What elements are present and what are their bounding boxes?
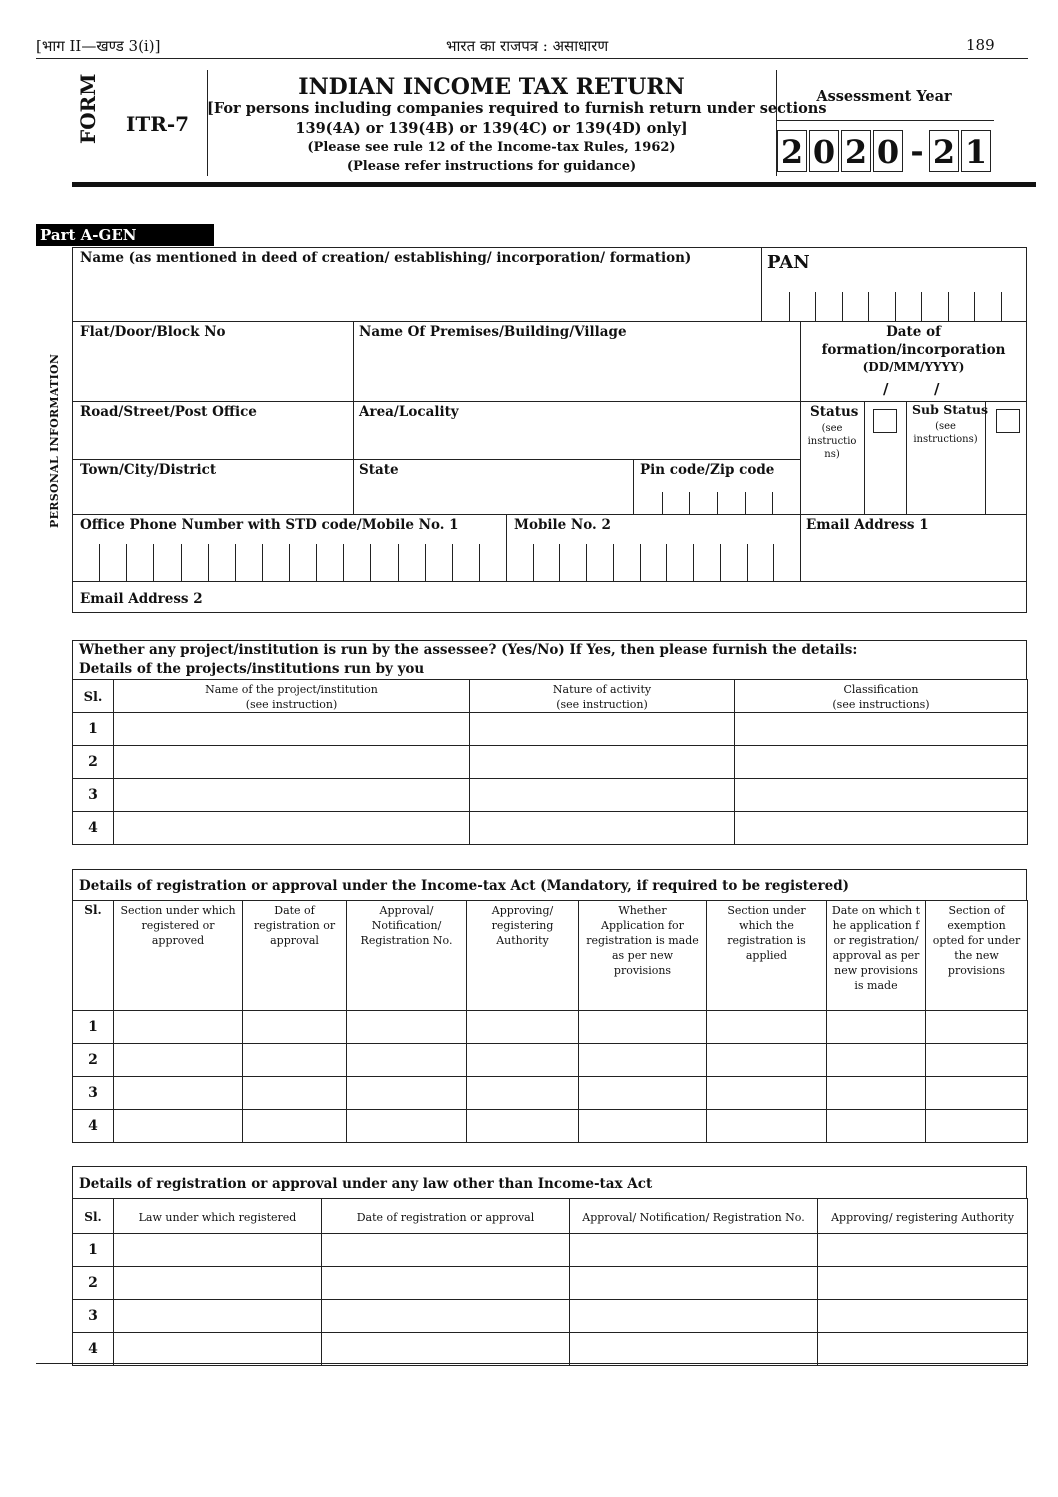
digit-divider: [717, 492, 718, 514]
digit-divider: [181, 544, 182, 581]
digit-divider: [689, 492, 690, 514]
digit-divider: [772, 492, 773, 514]
reg-it-col-section: Section under which registered or approved: [114, 901, 243, 1011]
ay-digit-3: 2: [841, 130, 871, 172]
digit-divider: [343, 544, 344, 581]
substatus-sub-1: (see: [935, 421, 956, 432]
ay-digit-2: 0: [809, 130, 839, 172]
reg-it-col-new-provisions: Whether Application for registration is made as per new provisions: [579, 901, 707, 1011]
phone-label: Office Phone Number with STD code/Mobile No. 1: [80, 517, 459, 533]
substatus-label: Sub Status: [912, 402, 989, 417]
digit-divider: [842, 292, 843, 321]
area-input[interactable]: [355, 424, 799, 458]
digit-divider: [747, 544, 748, 581]
email2-input[interactable]: [200, 583, 1025, 612]
status-sub-1: (see: [821, 423, 843, 434]
digit-divider: [745, 492, 746, 514]
header-rule: [36, 58, 1028, 59]
digit-divider: [425, 544, 426, 581]
digit-divider: [126, 544, 127, 581]
table-row: 3: [73, 1077, 1028, 1110]
form-number: ITR-7: [126, 112, 190, 136]
digit-divider: [208, 544, 209, 581]
digit-divider: [479, 544, 480, 581]
dof-input[interactable]: [840, 378, 980, 400]
dof-label-3: (DD/MM/YYYY): [862, 360, 965, 374]
projects-question: Whether any project/institution is run by the assessee? (Yes/No) If Yes, then please furnish the details:: [79, 642, 858, 658]
reg-other-col-law: Law under which registered: [114, 1199, 322, 1234]
digit-divider: [789, 292, 790, 321]
ay-digit-6: 1: [961, 130, 991, 172]
header-thick-rule: [72, 182, 1036, 187]
reg-it-col-exemption-section: Section of exemption opted for under the new provisions: [926, 901, 1028, 1011]
table-row: 4: [73, 1333, 1028, 1366]
form-subtitle-3: (Please see rule 12 of the Income-tax Rules, 1962): [307, 140, 676, 155]
digit-divider: [868, 292, 869, 321]
digit-divider: [974, 292, 975, 321]
digit-divider: [235, 544, 236, 581]
projects-col-name: Name of the project/institution (see instruction): [114, 680, 470, 713]
registration-other-title: Details of registration or approval under any law other than Income-tax Act: [79, 1176, 653, 1192]
page-header-left: [भाग II—खण्ड 3(i)]: [36, 37, 161, 55]
form-word: FORM: [76, 73, 100, 144]
digit-divider: [289, 544, 290, 581]
projects-col-class: Classification (see instructions): [735, 680, 1028, 713]
premises-input[interactable]: [355, 344, 799, 400]
digit-divider: [693, 544, 694, 581]
table-row: 1: [73, 1234, 1028, 1267]
pin-label: Pin code/Zip code: [640, 462, 775, 478]
table-row: 4: [73, 1110, 1028, 1143]
projects-col-nature: Nature of activity (see instruction): [470, 680, 735, 713]
form-title: INDIAN INCOME TAX RETURN: [298, 74, 685, 100]
assessment-year-label: Assessment Year: [816, 88, 952, 105]
state-label: State: [359, 462, 399, 478]
email1-label: Email Address 1: [806, 517, 929, 533]
digit-divider: [720, 544, 721, 581]
status-checkbox[interactable]: [873, 409, 897, 433]
digit-divider: [533, 544, 534, 581]
flat-input[interactable]: [74, 344, 352, 400]
pan-input[interactable]: [762, 292, 1027, 321]
digit-divider: [613, 544, 614, 581]
email1-input[interactable]: [802, 537, 1026, 580]
form-subtitle-2: 139(4A) or 139(4B) or 139(4C) or 139(4D) only]: [295, 120, 688, 137]
table-row: 1: [73, 713, 1028, 746]
dof-label-2: formation/incorporation: [821, 342, 1006, 358]
table-row: 2: [73, 1044, 1028, 1077]
state-input[interactable]: [355, 482, 632, 513]
reg-it-col-date-applied: Date on which the application for registration/approval as per new provisions is made: [827, 901, 926, 1011]
digit-divider: [559, 544, 560, 581]
personal-info-side-label: PERSONAL INFORMATION: [48, 353, 61, 528]
substatus-checkbox[interactable]: [996, 409, 1020, 433]
dof-label-1: Date of: [886, 324, 941, 340]
digit-divider: [815, 292, 816, 321]
area-label: Area/Locality: [359, 404, 459, 420]
registration-it-title: Details of registration or approval under the Income-tax Act (Mandatory, if required to be registered): [79, 878, 850, 894]
projects-col-sl: Sl.: [73, 680, 114, 713]
projects-table: [72, 679, 1028, 845]
status-sub-2: instructio: [807, 436, 857, 447]
part-a-tab: Part A-GEN: [36, 224, 214, 246]
form-subtitle-1: [For persons including companies required to furnish return under sections: [207, 100, 827, 117]
digit-divider: [316, 544, 317, 581]
table-row: 1: [73, 1011, 1028, 1044]
road-input[interactable]: [74, 424, 352, 458]
table-row: 2: [73, 746, 1028, 779]
digit-divider: [370, 544, 371, 581]
projects-subtitle: Details of the projects/institutions run by you: [79, 661, 425, 677]
digit-divider: [948, 292, 949, 321]
digit-divider: [398, 544, 399, 581]
ay-dash: -: [910, 132, 924, 170]
digit-divider: [262, 544, 263, 581]
mobile2-label: Mobile No. 2: [514, 517, 611, 533]
name-label: Name (as mentioned in deed of creation/ establishing/ incorporation/ formation): [80, 250, 692, 266]
reg-it-col-approval-no: Approval/ Notification/ Registration No.: [347, 901, 467, 1011]
table-row: 4: [73, 812, 1028, 845]
pin-input[interactable]: [634, 492, 800, 514]
dof-sep-2: /: [934, 380, 940, 398]
digit-divider: [662, 492, 663, 514]
table-row: 3: [73, 779, 1028, 812]
reg-other-col-approval-no: Approval/ Notification/ Registration No.: [570, 1199, 818, 1234]
digit-divider: [1001, 292, 1002, 321]
digit-divider: [153, 544, 154, 581]
reg-other-col-date: Date of registration or approval: [322, 1199, 570, 1234]
email2-label: Email Address 2: [80, 591, 203, 607]
registration-it-table: [72, 900, 1028, 1143]
flat-label: Flat/Door/Block No: [80, 324, 226, 340]
bottom-rule: [36, 1363, 1028, 1364]
table-row: 3: [73, 1300, 1028, 1333]
digit-divider: [773, 544, 774, 581]
form-subtitle-4: (Please refer instructions for guidance): [346, 159, 637, 174]
digit-divider: [452, 544, 453, 581]
registration-other-table: [72, 1198, 1028, 1366]
town-label: Town/City/District: [80, 462, 217, 478]
table-row: 2: [73, 1267, 1028, 1300]
reg-it-col-section-applied: Section under which the registration is applied: [707, 901, 827, 1011]
digit-divider: [99, 544, 100, 581]
dof-sep-1: /: [883, 380, 889, 398]
mobile2-input[interactable]: [506, 544, 800, 581]
substatus-sub-2: instructions): [913, 434, 978, 445]
status-label: Status: [810, 404, 859, 420]
reg-it-col-authority: Approving/ registering Authority: [467, 901, 579, 1011]
pan-label: PAN: [767, 252, 810, 273]
road-label: Road/Street/Post Office: [80, 404, 257, 420]
name-input[interactable]: [74, 270, 760, 320]
ay-digit-5: 2: [929, 130, 959, 172]
ay-digit-1: 2: [777, 130, 807, 172]
premises-label: Name Of Premises/Building/Village: [359, 324, 627, 340]
reg-it-col-date: Date of registration or approval: [243, 901, 347, 1011]
page-header-center: भारत का राजपत्र : असाधारण: [446, 37, 609, 55]
digit-divider: [921, 292, 922, 321]
status-sub-3: ns): [824, 449, 840, 460]
town-input[interactable]: [74, 482, 352, 513]
digit-divider: [666, 544, 667, 581]
page-number: 189: [966, 36, 995, 54]
digit-divider: [640, 544, 641, 581]
ay-digit-4: 0: [873, 130, 903, 172]
reg-other-col-authority: Approving/ registering Authority: [818, 1199, 1028, 1234]
digit-divider: [586, 544, 587, 581]
reg-it-col-sl: Sl.: [73, 901, 114, 1011]
phone-input[interactable]: [72, 544, 506, 581]
reg-other-col-sl: Sl.: [73, 1199, 114, 1234]
digit-divider: [895, 292, 896, 321]
ay-divider: [776, 120, 994, 121]
